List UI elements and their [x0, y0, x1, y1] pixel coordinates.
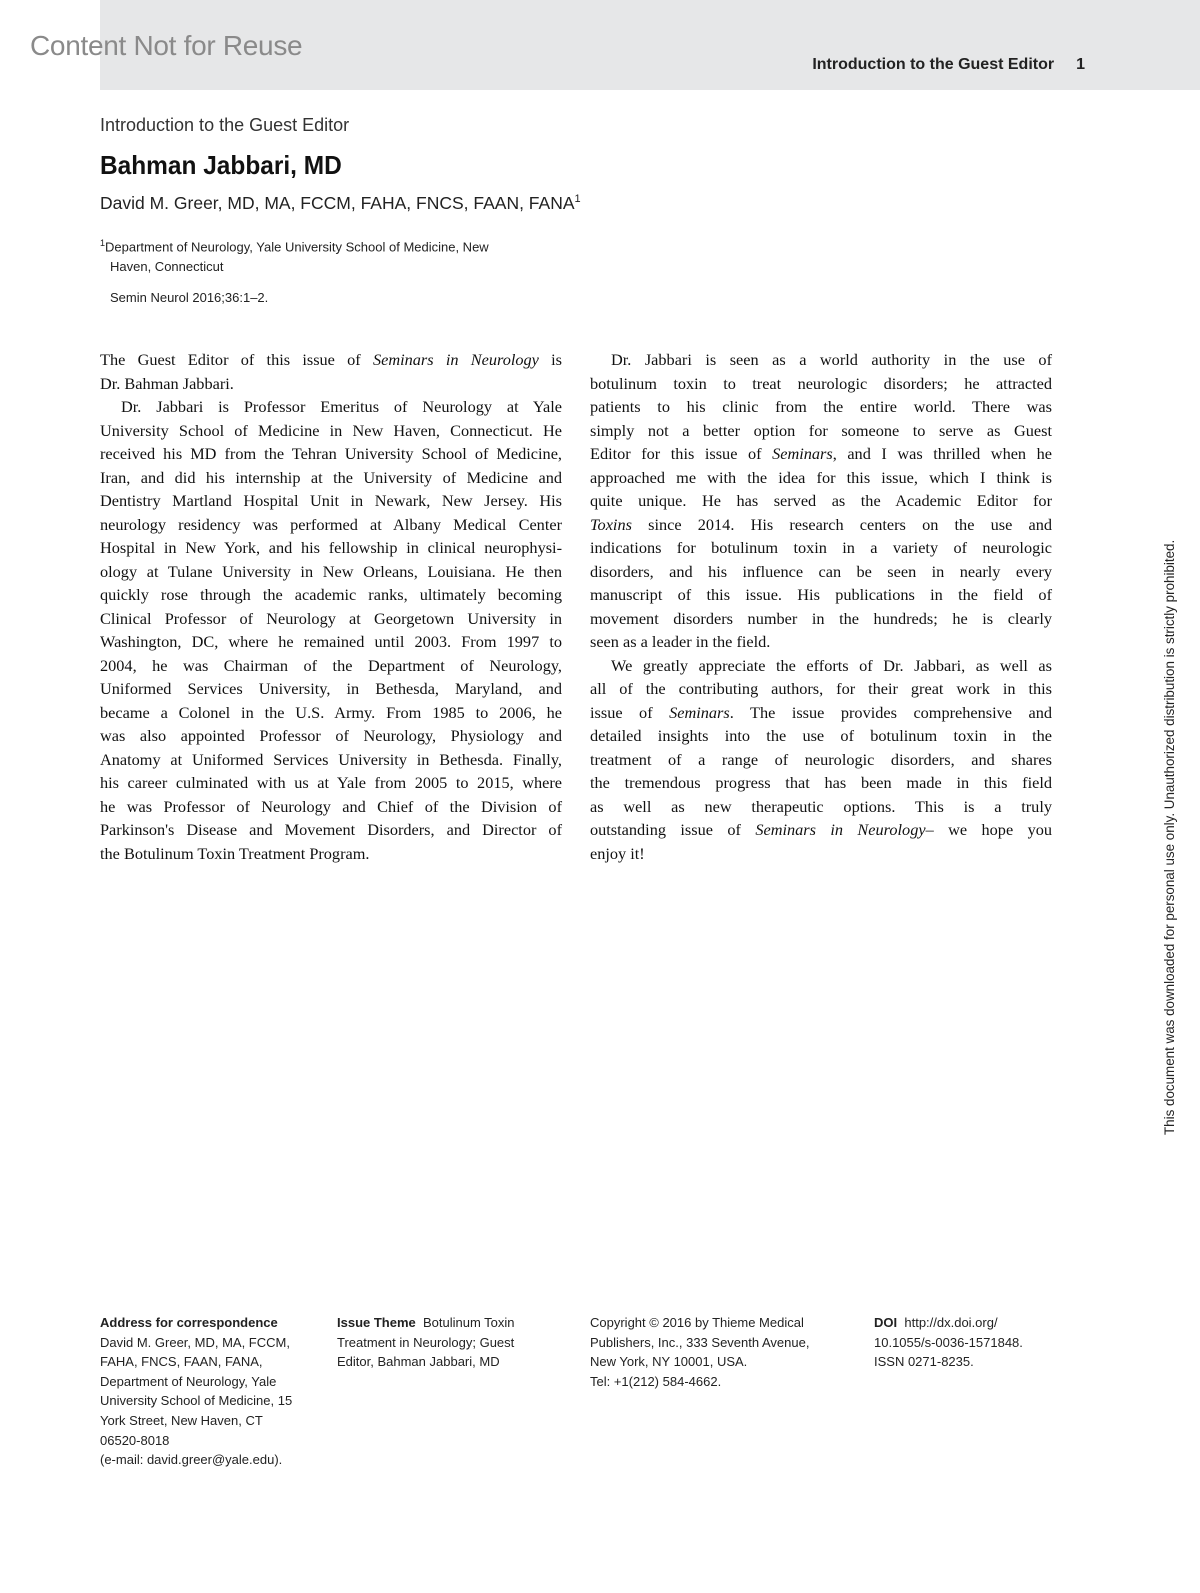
text-line: [590, 583, 1052, 607]
affiliation: [100, 233, 580, 277]
running-head: [812, 56, 1085, 74]
watermark-text: Content Not for Reuse: [30, 30, 303, 61]
text-run: – we hope you: [925, 820, 1053, 839]
text-line: [590, 607, 1052, 631]
text-line: [100, 842, 562, 866]
text-line: [590, 795, 1052, 819]
text-line: [100, 818, 562, 842]
footer-line: (e-mail: david.greer@yale.edu).: [100, 1452, 283, 1468]
italic-title: Seminars: [772, 444, 833, 463]
article-type: Introduction to the Guest Editor: [100, 115, 350, 135]
text-run: the tremendous progress that has been made in this field: [590, 773, 1052, 792]
text-line: [100, 677, 562, 701]
author-affil-marker: 1: [574, 193, 581, 206]
text-run: patients to his clinic from the entire world. There was: [590, 397, 1052, 416]
text-run: his career culminated with us at Yale from 2005 to 2015, where: [100, 773, 562, 792]
footer-line: University School of Medicine, 15: [100, 1393, 293, 1409]
text-run: received his MD from the Tehran University School of Medicine,: [100, 444, 562, 463]
text-run: We greatly appreciate the efforts of Dr. Jabbari, as well as: [611, 655, 1052, 675]
text-run: The Guest Editor of this issue of: [100, 350, 373, 369]
text-line: [100, 630, 562, 654]
text-run: was also appointed Professor of Neurology, Physiology and: [100, 726, 562, 745]
footer-line: Tel: +1(212) 584-4662.: [590, 1373, 722, 1389]
side-notice: This document was downloaded for personal use only. Unauthorized distribution is strictly prohibited.: [1162, 539, 1177, 1135]
text-line: [590, 724, 1052, 748]
text-run: movement disorders number in the hundreds; he is clearly: [590, 608, 1052, 628]
text-line: [590, 560, 1052, 584]
italic-title: Seminars in Neurology: [755, 820, 926, 839]
text-line: [590, 419, 1052, 443]
text-run: botulinum toxin to treat neurologic disorders; he attracted: [590, 373, 1052, 393]
text-run: treatment of a range of neurologic disorders, and shares: [590, 749, 1052, 769]
text-line: [590, 536, 1052, 560]
article-title: Bahman Jabbari, MD: [100, 150, 342, 180]
text-line: [100, 607, 562, 631]
text-run: Dr. Bahman Jabbari.: [100, 373, 234, 393]
text-run: Dr. Jabbari is Professor Emeritus of Neurology at Yale: [121, 397, 562, 416]
text-line: [590, 677, 1052, 701]
text-run: quite unique. He has served as the Academic Editor for: [590, 491, 1052, 510]
running-head-title: Introduction to the Guest Editor: [812, 56, 1055, 73]
footer-copyright: [590, 1313, 860, 1391]
text-line: [590, 818, 1052, 842]
address-label: Address for correspondence: [100, 1315, 278, 1330]
footer-line: 06520-8018: [100, 1432, 170, 1448]
text-line: [100, 466, 562, 490]
page-number: 1: [1076, 56, 1085, 73]
italic-title: Toxins: [590, 514, 632, 534]
text-run: Parkinson's Disease and Movement Disorders, and Director of: [100, 820, 562, 839]
text-line: [590, 771, 1052, 795]
text-run: Clinical Professor of Neurology at Georgetown University in: [100, 608, 562, 628]
text-line: [100, 348, 562, 372]
footer-line: ISSN 0271-8235.: [874, 1354, 974, 1370]
doi-link[interactable]: http://dx.doi.org/: [904, 1315, 998, 1330]
footer-line: David M. Greer, MD, MA, FCCM,: [100, 1334, 290, 1350]
text-line: [590, 348, 1052, 372]
text-run: Dr. Jabbari is seen as a world authority in the use of: [611, 350, 1052, 369]
text-line: [590, 748, 1052, 772]
paragraph: [590, 654, 1052, 866]
footer-line: Copyright © 2016 by Thieme Medical: [590, 1315, 804, 1330]
text-line: [100, 513, 562, 537]
affil-line: Haven, Connecticut: [110, 259, 224, 275]
footer-line: Treatment in Neurology; Guest: [337, 1334, 515, 1350]
text-line: [100, 654, 562, 678]
footer-line: New York, NY 10001, USA.: [590, 1354, 748, 1370]
footer-address: [100, 1313, 330, 1470]
text-line: [590, 466, 1052, 490]
text-run: quickly rose through the academic ranks, ultimately becoming: [100, 585, 562, 604]
affil-marker: 1: [100, 238, 106, 248]
body-column-right: [590, 348, 1052, 865]
text-run: , and I was thrilled when he: [832, 444, 1052, 463]
text-line: [100, 489, 562, 513]
text-line: [100, 771, 562, 795]
text-run: he was Professor of Neurology and Chief of the Division of: [100, 796, 562, 816]
text-run: manuscript of this issue. His publications in the field of: [590, 585, 1052, 604]
footer-theme: [337, 1313, 567, 1372]
text-line: [590, 395, 1052, 419]
footer-line: Publishers, Inc., 333 Seventh Avenue,: [590, 1334, 810, 1350]
theme-text: Botulinum Toxin: [423, 1315, 515, 1330]
text-run: enjoy it!: [590, 843, 645, 863]
text-run: all of the contributing authors, for their great work in this: [590, 679, 1052, 698]
text-line: [100, 795, 562, 819]
footer-line: 10.1055/s-0036-1571848.: [874, 1334, 1023, 1350]
text-line: [100, 419, 562, 443]
text-line: [590, 372, 1052, 396]
text-run: Uniformed Services University, in Bethesda, Maryland, and: [100, 679, 562, 698]
doi-label: DOI: [874, 1315, 898, 1330]
text-run: simply not a better option for someone to serve as Guest: [590, 420, 1052, 440]
text-run: outstanding issue of: [590, 820, 756, 839]
text-line: [100, 442, 562, 466]
text-run: Dentistry Martland Hospital Unit in Newark, New Jersey. His: [100, 491, 562, 510]
text-run: as well as new therapeutic options. This is a truly: [590, 796, 1052, 816]
text-run: is: [538, 350, 562, 369]
text-line: [590, 701, 1052, 725]
text-run: Iran, and did his internship at the University of Medicine and: [100, 467, 562, 487]
text-line: [100, 395, 562, 419]
text-run: became a Colonel in the U.S. Army. From 1985 to 2006, he: [100, 702, 562, 722]
text-run: issue of: [590, 702, 670, 722]
citation: Semin Neurol 2016;36:1–2.: [110, 290, 269, 305]
text-line: [100, 560, 562, 584]
text-run: . The issue provides comprehensive and: [729, 702, 1053, 722]
text-run: neurology residency was performed at Albany Medical Center: [100, 514, 562, 534]
paragraph: [590, 348, 1052, 654]
text-line: [590, 654, 1052, 678]
text-run: University School of Medicine in New Haven, Connecticut. He: [100, 420, 562, 440]
text-run: Hospital in New York, and his fellowship in clinical neurophysi-: [100, 538, 562, 557]
body-column-left: [100, 348, 562, 865]
text-line: [100, 748, 562, 772]
text-run: approached me with the idea for this issue, which I think is: [590, 467, 1052, 487]
text-line: [590, 513, 1052, 537]
affil-line: Department of Neurology, Yale University School of Medicine, New: [105, 239, 489, 255]
author-line: [100, 193, 581, 214]
text-line: [590, 630, 1052, 654]
text-line: [100, 372, 562, 396]
text-run: Washington, DC, where he remained until 2003. From 1997 to: [100, 632, 562, 651]
text-run: the Botulinum Toxin Treatment Program.: [100, 843, 370, 863]
text-run: since 2014. His research centers on the use and: [631, 514, 1052, 534]
footer-line: York Street, New Haven, CT: [100, 1412, 263, 1428]
text-line: [100, 536, 562, 560]
text-run: Anatomy at Uniformed Services University in Bethesda. Finally,: [100, 749, 562, 769]
paragraph: [100, 395, 562, 865]
footer-doi: [874, 1313, 1074, 1372]
text-line: [100, 701, 562, 725]
text-line: [100, 583, 562, 607]
footer-line: Department of Neurology, Yale: [100, 1373, 277, 1389]
paragraph: [100, 348, 562, 395]
footer-line: Editor, Bahman Jabbari, MD: [337, 1354, 500, 1370]
text-run: detailed insights into the use of botulinum toxin in the: [590, 726, 1052, 745]
italic-title: Seminars: [669, 702, 730, 722]
text-line: [100, 724, 562, 748]
footer-line: FAHA, FNCS, FAAN, FANA,: [100, 1354, 263, 1370]
text-run: disorders, and his influence can be seen in nearly every: [590, 561, 1052, 581]
text-run: 2004, he was Chairman of the Department of Neurology,: [100, 655, 562, 675]
text-run: Editor for this issue of: [590, 444, 773, 463]
text-run: indications for botulinum toxin in a variety of neurologic: [590, 538, 1052, 557]
theme-label: Issue Theme: [337, 1315, 416, 1330]
text-line: [590, 489, 1052, 513]
text-line: [590, 842, 1052, 866]
text-run: ology at Tulane University in New Orleans, Louisiana. He then: [100, 561, 562, 581]
text-line: [590, 442, 1052, 466]
text-run: seen as a leader in the field.: [590, 632, 771, 651]
italic-title: Seminars in Neurology: [372, 350, 539, 369]
author-names: David M. Greer, MD, MA, FCCM, FAHA, FNCS, FAAN, FANA: [100, 193, 575, 213]
